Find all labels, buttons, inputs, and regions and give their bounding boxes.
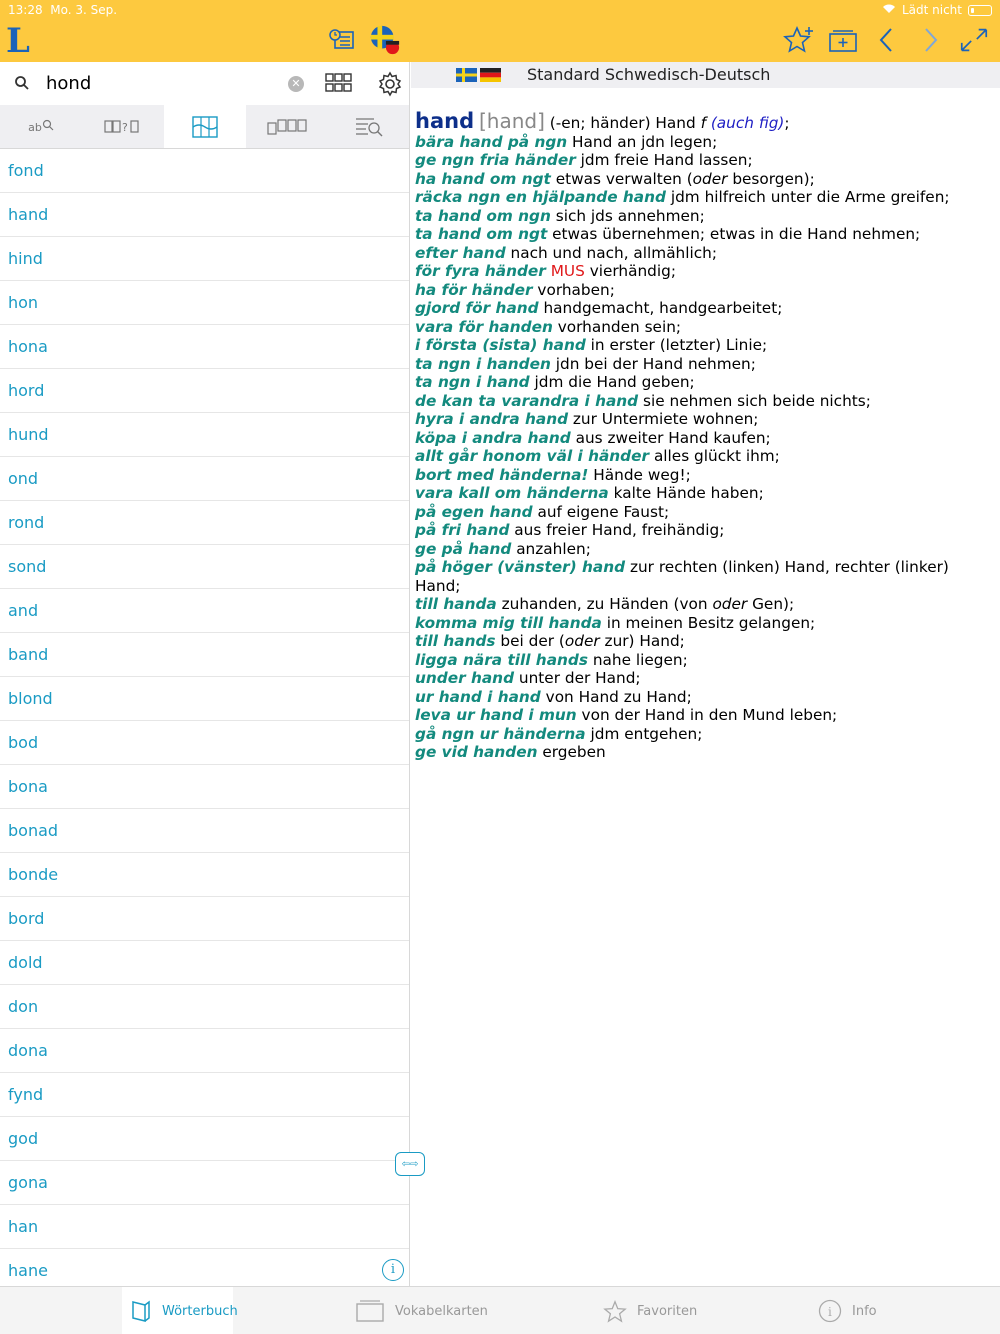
translation: alles glückt ihm; (653, 447, 780, 465)
example-line (415, 725, 990, 744)
example-line (415, 429, 990, 448)
translation: Gen); (747, 595, 795, 613)
tab-favorites[interactable] (603, 1287, 697, 1334)
swedish-flag-icon (369, 23, 401, 57)
word-list-item-label: bona (8, 777, 48, 796)
back-button[interactable] (870, 24, 902, 56)
word-list-item-label: sond (8, 557, 47, 576)
word-list-item[interactable] (0, 1205, 410, 1249)
word-list-item[interactable] (0, 853, 410, 897)
example-line (415, 207, 990, 226)
word-list-item-label: dona (8, 1041, 48, 1060)
word-list-item-label: bord (8, 909, 45, 928)
word-list-item-label: han (8, 1217, 39, 1236)
word-list-item-label: hord (8, 381, 45, 400)
svg-text:i: i (828, 1305, 832, 1319)
example-line (415, 133, 990, 152)
word-list-item[interactable] (0, 985, 410, 1029)
dictionary-header (411, 62, 1000, 88)
translation: vierhändig; (589, 262, 677, 280)
example-phrase: ta ngn i handen (415, 354, 551, 373)
tab-label: Vokabelkarten (395, 1303, 488, 1319)
translation: in erster (letzter) Linie; (590, 336, 768, 354)
word-list-item-label: and (8, 601, 39, 620)
example-phrase: vara för handen (415, 317, 553, 336)
example-line (415, 188, 990, 207)
search-icon (14, 75, 32, 93)
language-switch-button[interactable] (369, 24, 401, 56)
example-line (415, 299, 990, 318)
example-line (415, 688, 990, 707)
example-phrase: leva ur hand i mun (415, 706, 577, 724)
translation: nahe liegen; (592, 650, 688, 669)
example-phrase: ur hand i hand (415, 687, 541, 706)
example-phrase: på egen hand (415, 502, 533, 521)
example-phrase: ha för händer (415, 280, 533, 299)
search-input[interactable] (46, 68, 276, 99)
translation: unter der Hand; (518, 669, 641, 687)
translation: vorhanden sein; (557, 317, 682, 336)
tab-flashcards[interactable] (355, 1287, 488, 1334)
example-phrase: ta hand om ngn (415, 206, 551, 225)
status-time (8, 3, 117, 17)
dictionary-icon (130, 1299, 152, 1323)
chevron-left-icon (876, 26, 896, 54)
example-line (415, 540, 990, 559)
example-phrase: på fri hand (415, 521, 510, 539)
word-list-item-label: bonad (8, 821, 59, 840)
word-list-item-label: bonde (8, 865, 59, 884)
example-line (415, 521, 990, 540)
example-phrase: på höger (vänster) hand (415, 558, 626, 576)
example-line (415, 632, 990, 651)
grid-view-icon (323, 71, 353, 95)
word-list-item-label: god (8, 1129, 39, 1148)
example-phrase: köpa i andra hand (415, 428, 571, 447)
word-list-item[interactable] (0, 457, 410, 501)
grammar-note: oder (712, 595, 748, 613)
word-list-item[interactable] (0, 1029, 410, 1073)
example-phrase: till hands (415, 632, 496, 650)
translation: bei der ( (500, 632, 565, 650)
word-list-item-label: hane (8, 1261, 48, 1280)
translation: aus freier Hand, freihändig; (514, 521, 725, 539)
translation: von Hand zu Hand; (545, 687, 692, 706)
word-list-item[interactable] (0, 633, 410, 677)
translation: besorgen); (727, 169, 815, 188)
toolbar (0, 0, 1000, 62)
example-line (415, 595, 990, 614)
grammar-info: (-en; händer) Hand (549, 114, 696, 132)
dictionary-entry (415, 109, 990, 762)
tab-bar (0, 1286, 1000, 1334)
flashcard-add-icon (827, 26, 859, 54)
word-list-item-label: band (8, 645, 49, 664)
add-favorite-button[interactable] (783, 24, 815, 56)
translation: zuhanden, zu Händen (von (501, 595, 713, 613)
example-line (415, 651, 990, 670)
word-list-item[interactable] (0, 413, 410, 457)
expand-icon (958, 25, 990, 55)
word-list-item-label: hund (8, 425, 49, 444)
translation: etwas verwalten ( (555, 169, 693, 188)
translation: etwas übernehmen; etwas in die Hand nehmen; (552, 225, 921, 243)
word-list-item[interactable] (0, 1249, 410, 1286)
word-list-item[interactable] (0, 501, 410, 545)
history-icon (328, 28, 356, 52)
example-phrase: allt går honom väl i händer (415, 447, 650, 465)
example-line (415, 503, 990, 522)
word-list-item[interactable] (0, 589, 410, 633)
app-logo: L (6, 21, 30, 61)
word-list-item[interactable] (0, 193, 410, 237)
example-line (415, 318, 990, 337)
pronunciation: [hand] (478, 109, 545, 133)
word-list-item-label: dold (8, 953, 43, 972)
example-line (415, 669, 990, 688)
translation: zur Untermiete wohnen; (572, 410, 759, 428)
swedish-flag-icon (456, 68, 477, 82)
word-list-item-label: rond (8, 513, 45, 532)
tab-wildcard-search[interactable] (82, 105, 164, 148)
dictionary-title: Standard Schwedisch-Deutsch (527, 65, 771, 84)
example-line (415, 170, 990, 189)
translation: zur) Hand; (599, 632, 685, 650)
word-list-item[interactable] (0, 281, 410, 325)
example-line (415, 706, 990, 725)
spelling-search-icon: ab (28, 119, 54, 134)
info-icon (818, 1299, 842, 1323)
chevron-right-icon (921, 26, 941, 54)
translation: jdm hilfreich unter die Arme greifen; (670, 188, 950, 206)
example-line (415, 225, 990, 244)
example-phrase: ha hand om ngt (415, 169, 551, 188)
word-list-item[interactable] (0, 545, 410, 589)
example-line (415, 466, 990, 485)
example-phrase: ta hand om ngt (415, 225, 548, 243)
example-line (415, 614, 990, 633)
translation: Hände weg!; (593, 465, 691, 484)
word-list-item-label: ond (8, 469, 39, 488)
example-phrase: ge ngn fria händer (415, 151, 576, 169)
example-line (415, 151, 990, 170)
tab-similar-words[interactable] (164, 105, 246, 148)
example-phrase: i första (sista) hand (415, 336, 586, 354)
example-phrase: bort med händerna! (415, 465, 589, 484)
example-line (415, 373, 990, 392)
example-phrase: komma mig till handa (415, 613, 602, 632)
word-list-item-label: gona (8, 1173, 48, 1192)
example-line (415, 281, 990, 300)
word-list-item[interactable] (0, 677, 410, 721)
translation: von der Hand in den Mund leben; (581, 706, 838, 724)
star-icon (603, 1299, 627, 1323)
status-time-text: 13:28 (8, 3, 43, 17)
fullscreen-button[interactable] (958, 24, 990, 56)
word-list-item-label: hind (8, 249, 43, 268)
example-line (415, 262, 990, 281)
word-list-panel (0, 62, 410, 1286)
word-list-item-label: bod (8, 733, 39, 752)
translation: aus zweiter Hand kaufen; (575, 428, 771, 447)
similar-words-icon (191, 115, 219, 139)
subject-label: MUS (550, 262, 585, 280)
svg-text:?: ? (122, 120, 128, 134)
word-list-item[interactable] (0, 369, 410, 413)
add-flashcard-button[interactable] (827, 24, 859, 56)
example-phrase: under hand (415, 669, 515, 687)
fulltext-search-icon (354, 116, 384, 138)
word-list-item[interactable] (0, 1073, 410, 1117)
tab-split-view[interactable] (246, 105, 328, 148)
star-plus-icon (783, 25, 815, 55)
translation: sie nehmen sich beide nichts; (643, 391, 871, 410)
example-phrase: ligga nära till hands (415, 650, 588, 669)
word-list-item-label: hand (8, 205, 49, 224)
example-phrase: ge vid handen (415, 743, 538, 761)
search-bar (0, 62, 410, 105)
grammar-note: oder (564, 632, 600, 650)
example-phrase: ta ngn i hand (415, 373, 530, 391)
split-arrows-icon: ⇦⇨ (401, 1158, 419, 1170)
word-list-item[interactable] (0, 765, 410, 809)
translation: nach und nach, allmählich; (510, 243, 718, 262)
word-list-item[interactable] (0, 149, 410, 193)
split-view-icon (267, 118, 307, 136)
clear-search-icon[interactable]: ✕ (288, 76, 304, 92)
translation: sich jds annehmen; (555, 206, 705, 225)
example-phrase: bära hand på ngn (415, 132, 568, 151)
example-phrase: gjord för hand (415, 299, 539, 317)
translation: jdm die Hand geben; (534, 373, 695, 391)
example-phrase: hyra i andra hand (415, 410, 569, 428)
example-line (415, 484, 990, 503)
word-list-item-label: hona (8, 337, 48, 356)
grammar-note: oder (692, 169, 728, 188)
wildcard-search-icon (104, 119, 142, 135)
example-phrase: ge på hand (415, 539, 512, 558)
tab-fulltext-search[interactable] (328, 105, 410, 148)
example-line (415, 355, 990, 374)
word-list-item-label: don (8, 997, 39, 1016)
tab-label: Info (852, 1303, 877, 1319)
forward-button[interactable] (915, 24, 947, 56)
gear-icon (377, 71, 403, 97)
translation: zur rechten (linken) Hand, rechter (linker) Hand; (415, 558, 949, 595)
entry-header: hand [hand] (-en; händer) Hand f (auch fig); (415, 109, 790, 133)
example-line (415, 743, 990, 762)
translation: auf eigene Faust; (537, 502, 670, 521)
word-list (0, 149, 410, 1286)
flashcards-icon (355, 1299, 385, 1323)
example-phrase: för fyra händer (415, 262, 546, 280)
translation: handgemacht, handgearbeitet; (543, 299, 783, 317)
settings-button[interactable] (377, 71, 403, 101)
usage-note: (auch fig) (710, 114, 785, 132)
example-phrase: vara kall om händerna (415, 484, 609, 502)
example-line (415, 336, 990, 355)
tab-label: Wörterbuch (162, 1303, 238, 1319)
word-list-item[interactable] (0, 1117, 410, 1161)
tab-label: Favoriten (637, 1303, 698, 1319)
example-line (415, 410, 990, 429)
charging-status: Lädt nicht (901, 3, 962, 17)
gender: f (700, 114, 706, 132)
word-list-item[interactable] (0, 237, 410, 281)
example-line (415, 558, 990, 595)
split-toggle-button[interactable] (395, 1152, 425, 1176)
headword: hand (415, 109, 475, 133)
word-list-item[interactable] (0, 1161, 410, 1205)
word-list-item[interactable] (0, 325, 410, 369)
tab-spelling-search[interactable] (0, 105, 82, 148)
word-list-item[interactable] (0, 809, 410, 853)
word-info-icon[interactable]: i (382, 1259, 404, 1281)
translation: anzahlen; (516, 539, 591, 558)
word-list-item[interactable] (0, 941, 410, 985)
translation: ergeben (542, 743, 606, 761)
example-line (415, 447, 990, 466)
word-list-item-label: hon (8, 293, 39, 312)
translation: jdm freie Hand lassen; (580, 151, 753, 169)
word-list-item-label: fynd (8, 1085, 44, 1104)
example-line (415, 244, 990, 263)
example-line (415, 392, 990, 411)
german-flag-icon (480, 68, 501, 82)
translation: jdm entgehen; (590, 724, 703, 743)
translation: Hand an jdn legen; (572, 132, 718, 151)
example-phrase: räcka ngn en hjälpande hand (415, 188, 666, 206)
word-list-item[interactable] (0, 897, 410, 941)
view-mode-button[interactable] (323, 71, 353, 99)
wifi-icon (882, 3, 896, 17)
status-date: Mo. 3. Sep. (50, 3, 118, 17)
example-phrase: efter hand (415, 243, 506, 262)
status-indicators (882, 3, 992, 17)
word-list-item[interactable] (0, 721, 410, 765)
translation: jdn bei der Hand nehmen; (555, 354, 756, 373)
entry-examples (415, 133, 990, 762)
tab-dictionary[interactable] (122, 1287, 238, 1334)
word-list-item-label: fond (8, 161, 44, 180)
word-list-item-label: blond (8, 689, 53, 708)
tab-info[interactable] (818, 1287, 877, 1334)
example-phrase: gå ngn ur händerna (415, 724, 586, 743)
translation: vorhaben; (537, 280, 615, 299)
translation: in meinen Besitz gelangen; (606, 613, 816, 632)
example-phrase: till handa (415, 595, 497, 613)
battery-icon (968, 5, 992, 16)
history-button[interactable] (326, 24, 358, 56)
example-phrase: de kan ta varandra i hand (415, 391, 639, 410)
translation: kalte Hände haben; (613, 484, 764, 502)
search-mode-tabs (0, 105, 410, 149)
